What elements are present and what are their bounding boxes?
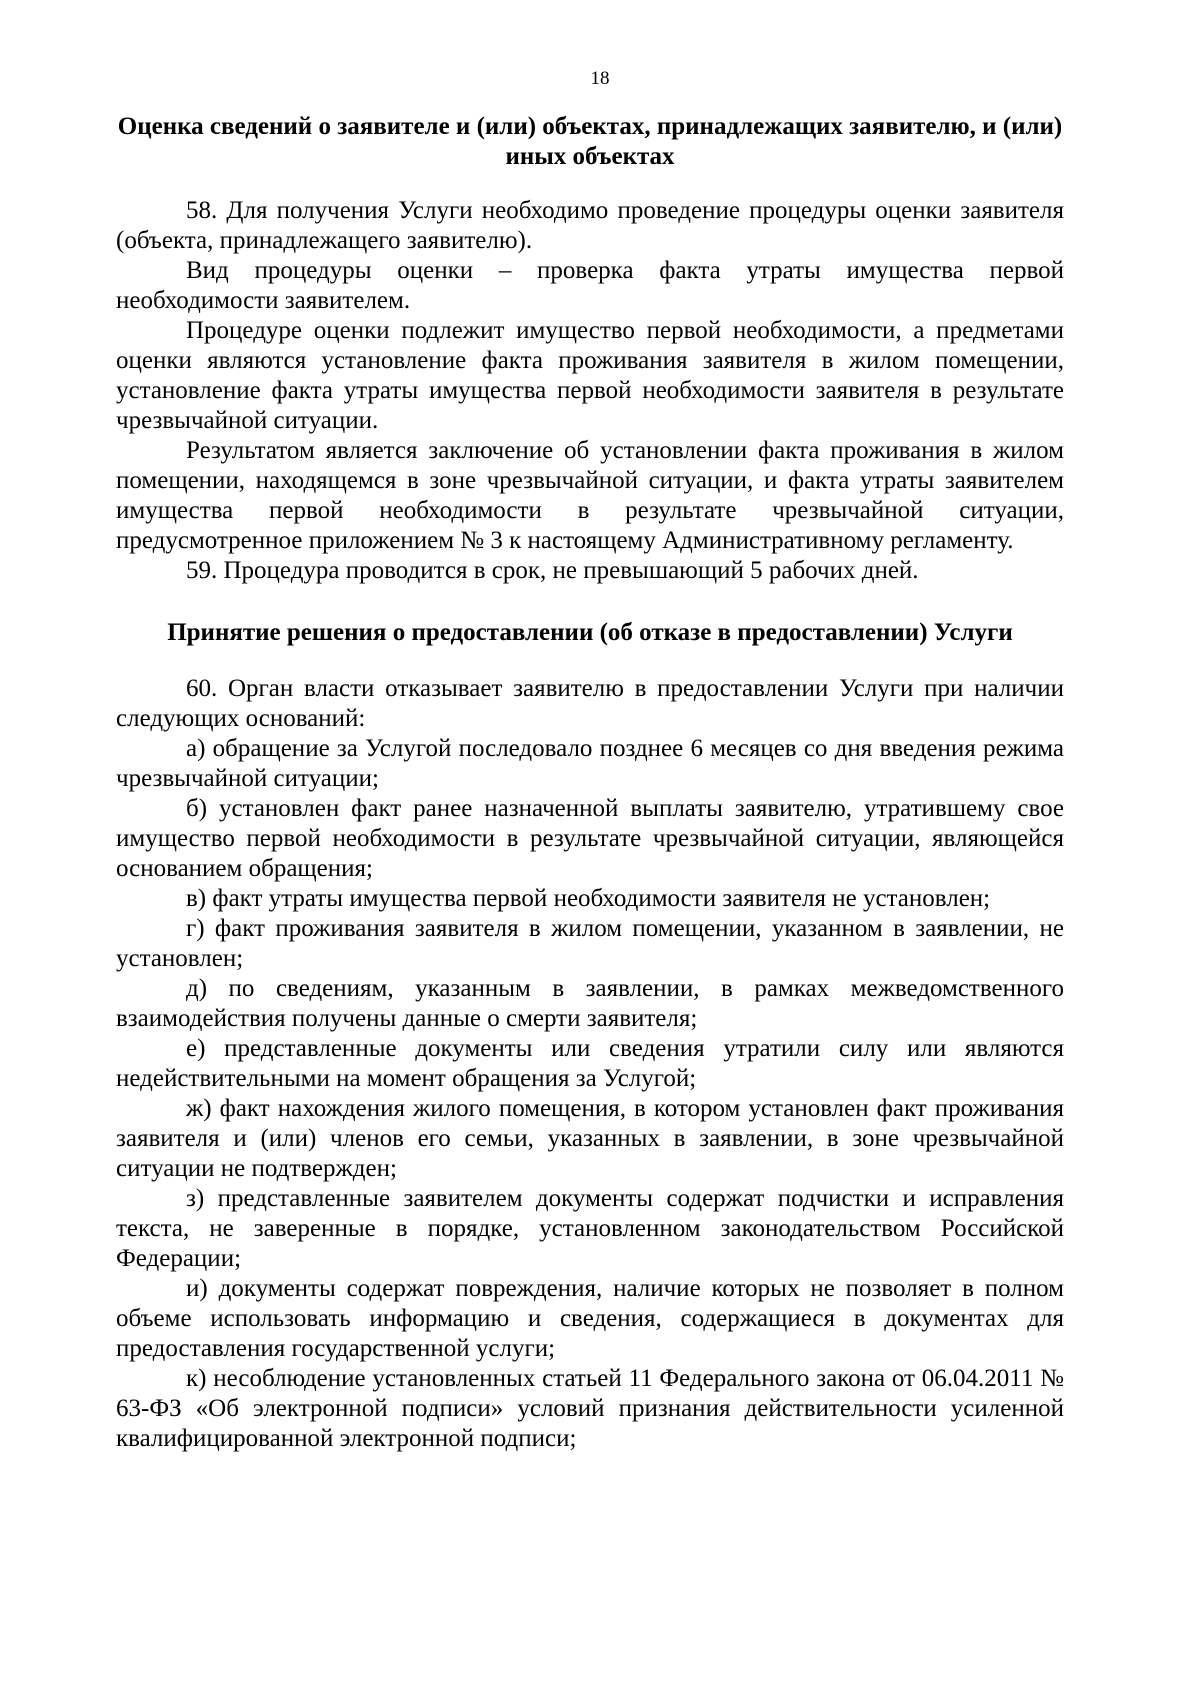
list-item: а) обращение за Услугой последовало позднее 6 месяцев со дня введения режима чрезвычайной ситуации;: [116, 735, 1064, 792]
paragraph: 60. Орган власти отказывает заявителю в предоставлении Услуги при наличии следующих оснований:: [116, 675, 1064, 732]
list-item: б) установлен факт ранее назначенной выплаты заявителю, утратившему свое имущество первой необходимости в результате чрезвычайной ситуации, являющейся основанием обращения;: [116, 795, 1064, 882]
paragraph: 58. Для получения Услуги необходимо проведение процедуры оценки заявителя (объекта, принадлежащего заявителю).: [116, 197, 1064, 254]
list-item: в) факт утраты имущества первой необходимости заявителя не установлен;: [186, 885, 991, 912]
paragraph: 59. Процедура проводится в срок, не превышающий 5 рабочих дней.: [186, 557, 919, 584]
paragraph: Процедуре оценки подлежит имущество первой необходимости, а предметами оценки являются установление факта проживания заявителя в жилом помещении, установление факта утраты имущества первой необходимости заявителя в результате чрезвычайной ситуации.: [116, 317, 1064, 434]
list-item: к) несоблюдение установленных статьей 11 Федерального закона от 06.04.2011 № 63-ФЗ «Об электронной подписи» условий признания действительности усиленной квалифицированной электронной подписи;: [116, 1365, 1064, 1452]
section-heading-decision: Принятие решения о предоставлении (об отказе в предоставлении) Услуги: [167, 619, 1013, 646]
list-item: г) факт проживания заявителя в жилом помещении, указанном в заявлении, не установлен;: [116, 915, 1064, 972]
section-heading-assessment: Оценка сведений о заявителе и (или) объектах, принадлежащих заявителю, и (или) иных объектах: [117, 113, 1063, 170]
page-number: 18: [590, 68, 610, 89]
list-item: и) документы содержат повреждения, наличие которых не позволяет в полном объеме использовать информацию и сведения, содержащиеся в документах для предоставления государственной услуги;: [116, 1275, 1064, 1362]
paragraph: Вид процедуры оценки – проверка факта утраты имущества первой необходимости заявителем.: [116, 257, 1064, 314]
paragraph: Результатом является заключение об установлении факта проживания в жилом помещении, находящемся в зоне чрезвычайной ситуации, и факта утраты заявителем имущества первой необходимости в результате чрезвычайной ситуации, предусмотренное приложением № 3 к настоящему Административному регламенту.: [116, 437, 1064, 554]
list-item: з) представленные заявителем документы содержат подчистки и исправления текста, не заверенные в порядке, установленном законодательством Российской Федерации;: [116, 1185, 1064, 1272]
list-item: д) по сведениям, указанным в заявлении, в рамках межведомственного взаимодействия получены данные о смерти заявителя;: [116, 975, 1064, 1032]
list-item: ж) факт нахождения жилого помещения, в котором установлен факт проживания заявителя и (или) членов его семьи, указанных в заявлении, в зоне чрезвычайной ситуации не подтвержден;: [116, 1095, 1064, 1182]
list-item: е) представленные документы или сведения утратили силу или являются недействительными на момент обращения за Услугой;: [116, 1035, 1064, 1092]
document-body: [116, 112, 1064, 1454]
